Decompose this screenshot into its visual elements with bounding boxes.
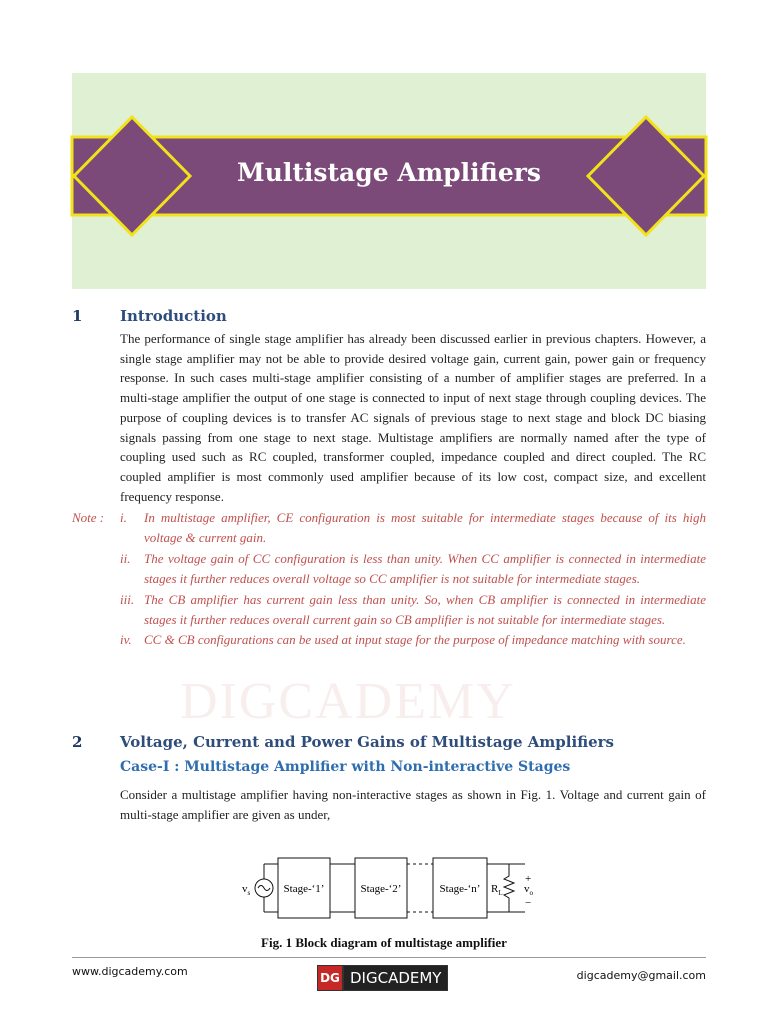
stage-1-label: Stage-‘1’	[283, 883, 325, 895]
note-text: The voltage gain of CC configuration is less than unity. When CC amplifier is connected in intermediate stages it further reduces overall voltage so CC amplifier is not suitable for intermediate stages.	[144, 550, 706, 587]
output-label: $v_o$	[524, 883, 533, 897]
section-1-title: Introduction	[120, 307, 227, 325]
watermark: DIGCADEMY	[180, 673, 516, 730]
block-diagram	[0, 840, 768, 930]
banner-decoration	[0, 0, 768, 300]
note-item	[72, 549, 706, 590]
output-plus: +	[525, 873, 532, 885]
logo-text: DIGCADEMY	[343, 965, 448, 991]
note-item	[72, 508, 706, 549]
footer-email: digcademy@gmail.com	[576, 969, 706, 982]
section-1-number: 1	[72, 307, 83, 325]
note-item	[72, 590, 706, 631]
page-title: Multistage Amplifiers	[237, 158, 541, 187]
section-2-title: Voltage, Current and Power Gains of Multistage Amplifiers	[120, 733, 614, 751]
note-number: iv.	[120, 632, 132, 648]
load-label: $R_L$	[491, 883, 503, 897]
notes-block	[72, 508, 706, 651]
ac-source-wave	[258, 886, 270, 891]
note-text: The CB amplifier has current gain less than unity. So, when CB amplifier is connected in intermediate stages it further reduces overall current gain so CB amplifier is not suitable for intermediate stages.	[144, 591, 706, 628]
note-number: ii.	[120, 550, 131, 566]
section-2-paragraph: Consider a multistage amplifier having non-interactive stages as shown in Fig. 1. Voltage and current gain of multi-stage amplifier are given as under,	[120, 787, 706, 822]
note-number: i.	[120, 510, 127, 525]
logo-mark: DG	[317, 965, 343, 991]
stage-n-label: Stage-‘n’	[439, 883, 481, 895]
note-text: In multistage amplifier, CE configuration is most suitable for intermediate stages because of its high voltage & current gain.	[144, 510, 706, 546]
stage-2-label: Stage-‘2’	[360, 883, 402, 895]
load-resistor	[504, 864, 514, 912]
output-minus: −	[525, 897, 532, 909]
note-label: Note :	[72, 510, 105, 525]
footer-website: www.digcademy.com	[72, 965, 188, 978]
note-text: CC & CB configurations can be used at input stage for the purpose of impedance matching with source.	[144, 632, 686, 648]
figure-caption: Fig. 1 Block diagram of multistage amplifier	[261, 935, 507, 950]
section-1-paragraph: The performance of single stage amplifier has already been discussed earlier in previous chapters. However, a single stage amplifier may not be able to provide desired voltage gain, current gain, power gain or frequency response. In such cases multi-stage amplifier consisting of a number of amplifier stages are preferred. In a multi-stage amplifier the output of one stage is connected to input of next stage through coupling devices. The purpose of coupling devices is to transfer AC signals of previous stage to next stage and block DC biasing signals passing from one stage to next stage. Multistage amplifiers are normally named after the type of coupling used such as RC coupled, transformer coupled, impedance coupled and direct coupled. The RC coupled amplifier is most commonly used amplifier because of its low cost, compact size, and excellent frequency response.	[120, 331, 706, 504]
source-label: $v_s$	[242, 883, 251, 897]
footer-logo	[317, 965, 448, 991]
note-item	[72, 630, 706, 650]
note-number: iii.	[120, 591, 135, 607]
section-2-number: 2	[72, 733, 83, 751]
footer-divider	[72, 957, 706, 958]
case-1-title: Case-I : Multistage Amplifier with Non-interactive Stages	[120, 759, 571, 775]
